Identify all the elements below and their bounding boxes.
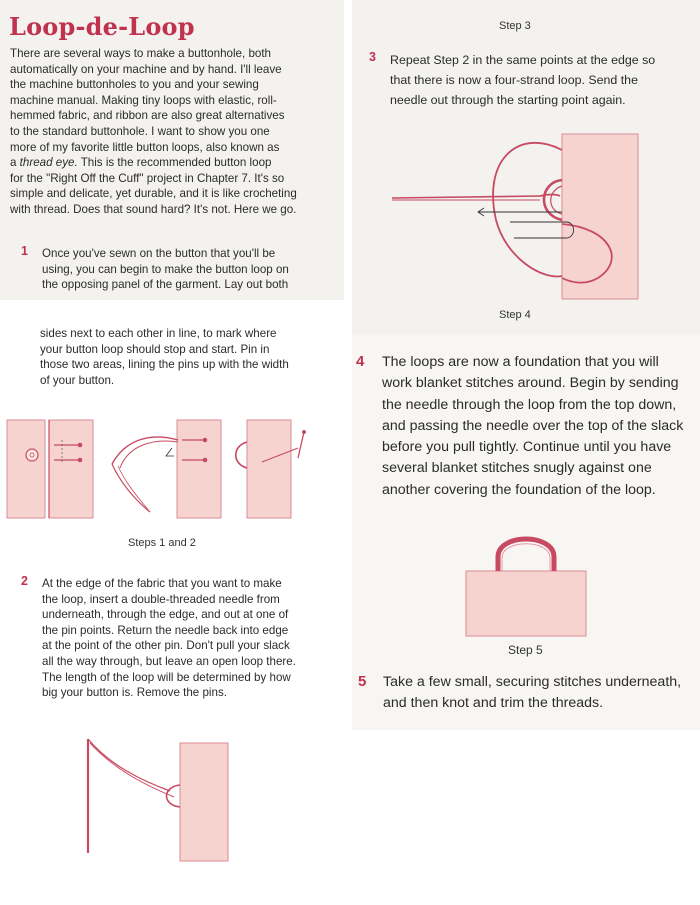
intro-line: machine manual. Making tiny loops with elastic, roll-: [10, 93, 277, 107]
step-2-line: big your button is. Remove the pins.: [42, 686, 227, 700]
step-2-illustration: [70, 735, 240, 865]
step-2-line: At the edge of the fabric that you want to make: [42, 577, 282, 590]
step-4-line: several blanket stitches snugly against one: [382, 460, 652, 477]
intro-line: There are several ways to make a buttonhole, both: [10, 47, 272, 60]
step-3-line: Repeat Step 2 in the same points at the edge so: [390, 53, 656, 67]
step-4-line: The loops are now a foundation that you will: [382, 354, 659, 370]
step-5-number: 5: [358, 673, 367, 690]
step-2-text: [42, 576, 342, 701]
step-1-text: [42, 246, 342, 293]
thread-eye-term: thread eye.: [19, 156, 78, 170]
step-4-line: before you pull tightly. Continue until you have: [382, 439, 672, 456]
intro-line: more of my favorite little button loops, also known as: [10, 140, 280, 154]
caption-step-3: Step 3: [499, 20, 531, 32]
intro-paragraph: [10, 46, 340, 218]
step-1-number: 1: [21, 244, 28, 258]
intro-line: simple and delicate, yet durable, and it is like crocheting: [10, 187, 297, 201]
caption-steps-1-2: Steps 1 and 2: [128, 537, 196, 549]
step-3-illustration: [390, 128, 650, 303]
step-4-text: [382, 352, 683, 501]
step-1-line: Once you've sewn on the button that you'll be: [42, 247, 276, 260]
step-3-number: 3: [369, 50, 376, 64]
step-2-line: underneath, through the edge, and out at one of: [42, 608, 289, 622]
step-2-line: all the way through, but leave an open loop there.: [42, 654, 296, 668]
step-4-line: and passing the needle over the top of the slack: [382, 417, 684, 434]
step-1-line: your button loop should stop and start. Pin in: [40, 342, 270, 356]
step-4-number: 4: [356, 353, 365, 370]
intro-line-rest: This is the recommended button loop: [80, 156, 272, 170]
step-4-line: the needle through the loop from the top down,: [382, 396, 677, 413]
step-2-line: the pin points. Return the needle back into edge: [42, 623, 289, 637]
step-5-illustration: [462, 535, 592, 640]
step-5-line: Take a few small, securing stitches underneath,: [383, 674, 682, 690]
intro-line: the machine buttonholes to you and your sewing: [10, 78, 259, 92]
step-3-line: that there is now a four-strand loop. Send the: [390, 73, 638, 87]
step-1-continued-text: [40, 326, 340, 388]
intro-line: with thread. Does that sound hard? It's not. Here we go.: [10, 202, 297, 216]
intro-line: for the "Right Off the Cuff" project in Chapter 7. It's so: [10, 171, 285, 185]
page-title: Loop-de-Loop: [9, 12, 195, 41]
step-1-line: those two areas, lining the pins up with the width: [40, 358, 289, 372]
step-3-text: [390, 50, 690, 110]
step-2-number: 2: [21, 574, 28, 588]
step-1-line: of your button.: [40, 373, 115, 387]
steps-1-2-illustration: [0, 412, 340, 527]
step-1-line: using, you can begin to make the button loop on: [42, 262, 289, 276]
step-5-text: [383, 672, 681, 715]
step-4-line: another covering the foundation of the loop.: [382, 481, 656, 498]
step-2-line: the loop, insert a double-threaded needle from: [42, 592, 280, 606]
step-5-line: and then knot and trim the threads.: [383, 695, 604, 712]
caption-step-5: Step 5: [508, 643, 543, 657]
caption-step-4: Step 4: [499, 309, 531, 321]
intro-line: automatically on your machine and by hand. I'll leave: [10, 62, 282, 76]
step-1-line: the opposing panel of the garment. Lay out both: [42, 278, 289, 292]
step-3-line: needle out through the starting point again.: [390, 93, 626, 107]
step-2-line: at the point of the other pin. Don't pull your slack: [42, 639, 290, 653]
step-2-line: The length of the loop will be determined by how: [42, 670, 291, 684]
step-4-line: work blanket stitches around. Begin by sending: [382, 375, 679, 392]
intro-line: hemmed fabric, and ribbon are also great alternatives: [10, 109, 285, 123]
intro-line-prefix: a: [10, 156, 20, 170]
intro-line: to the standard buttonhole. I want to show you one: [10, 124, 270, 138]
intro-line: [10, 155, 340, 171]
step-1-line: sides next to each other in line, to mark where: [40, 327, 277, 340]
